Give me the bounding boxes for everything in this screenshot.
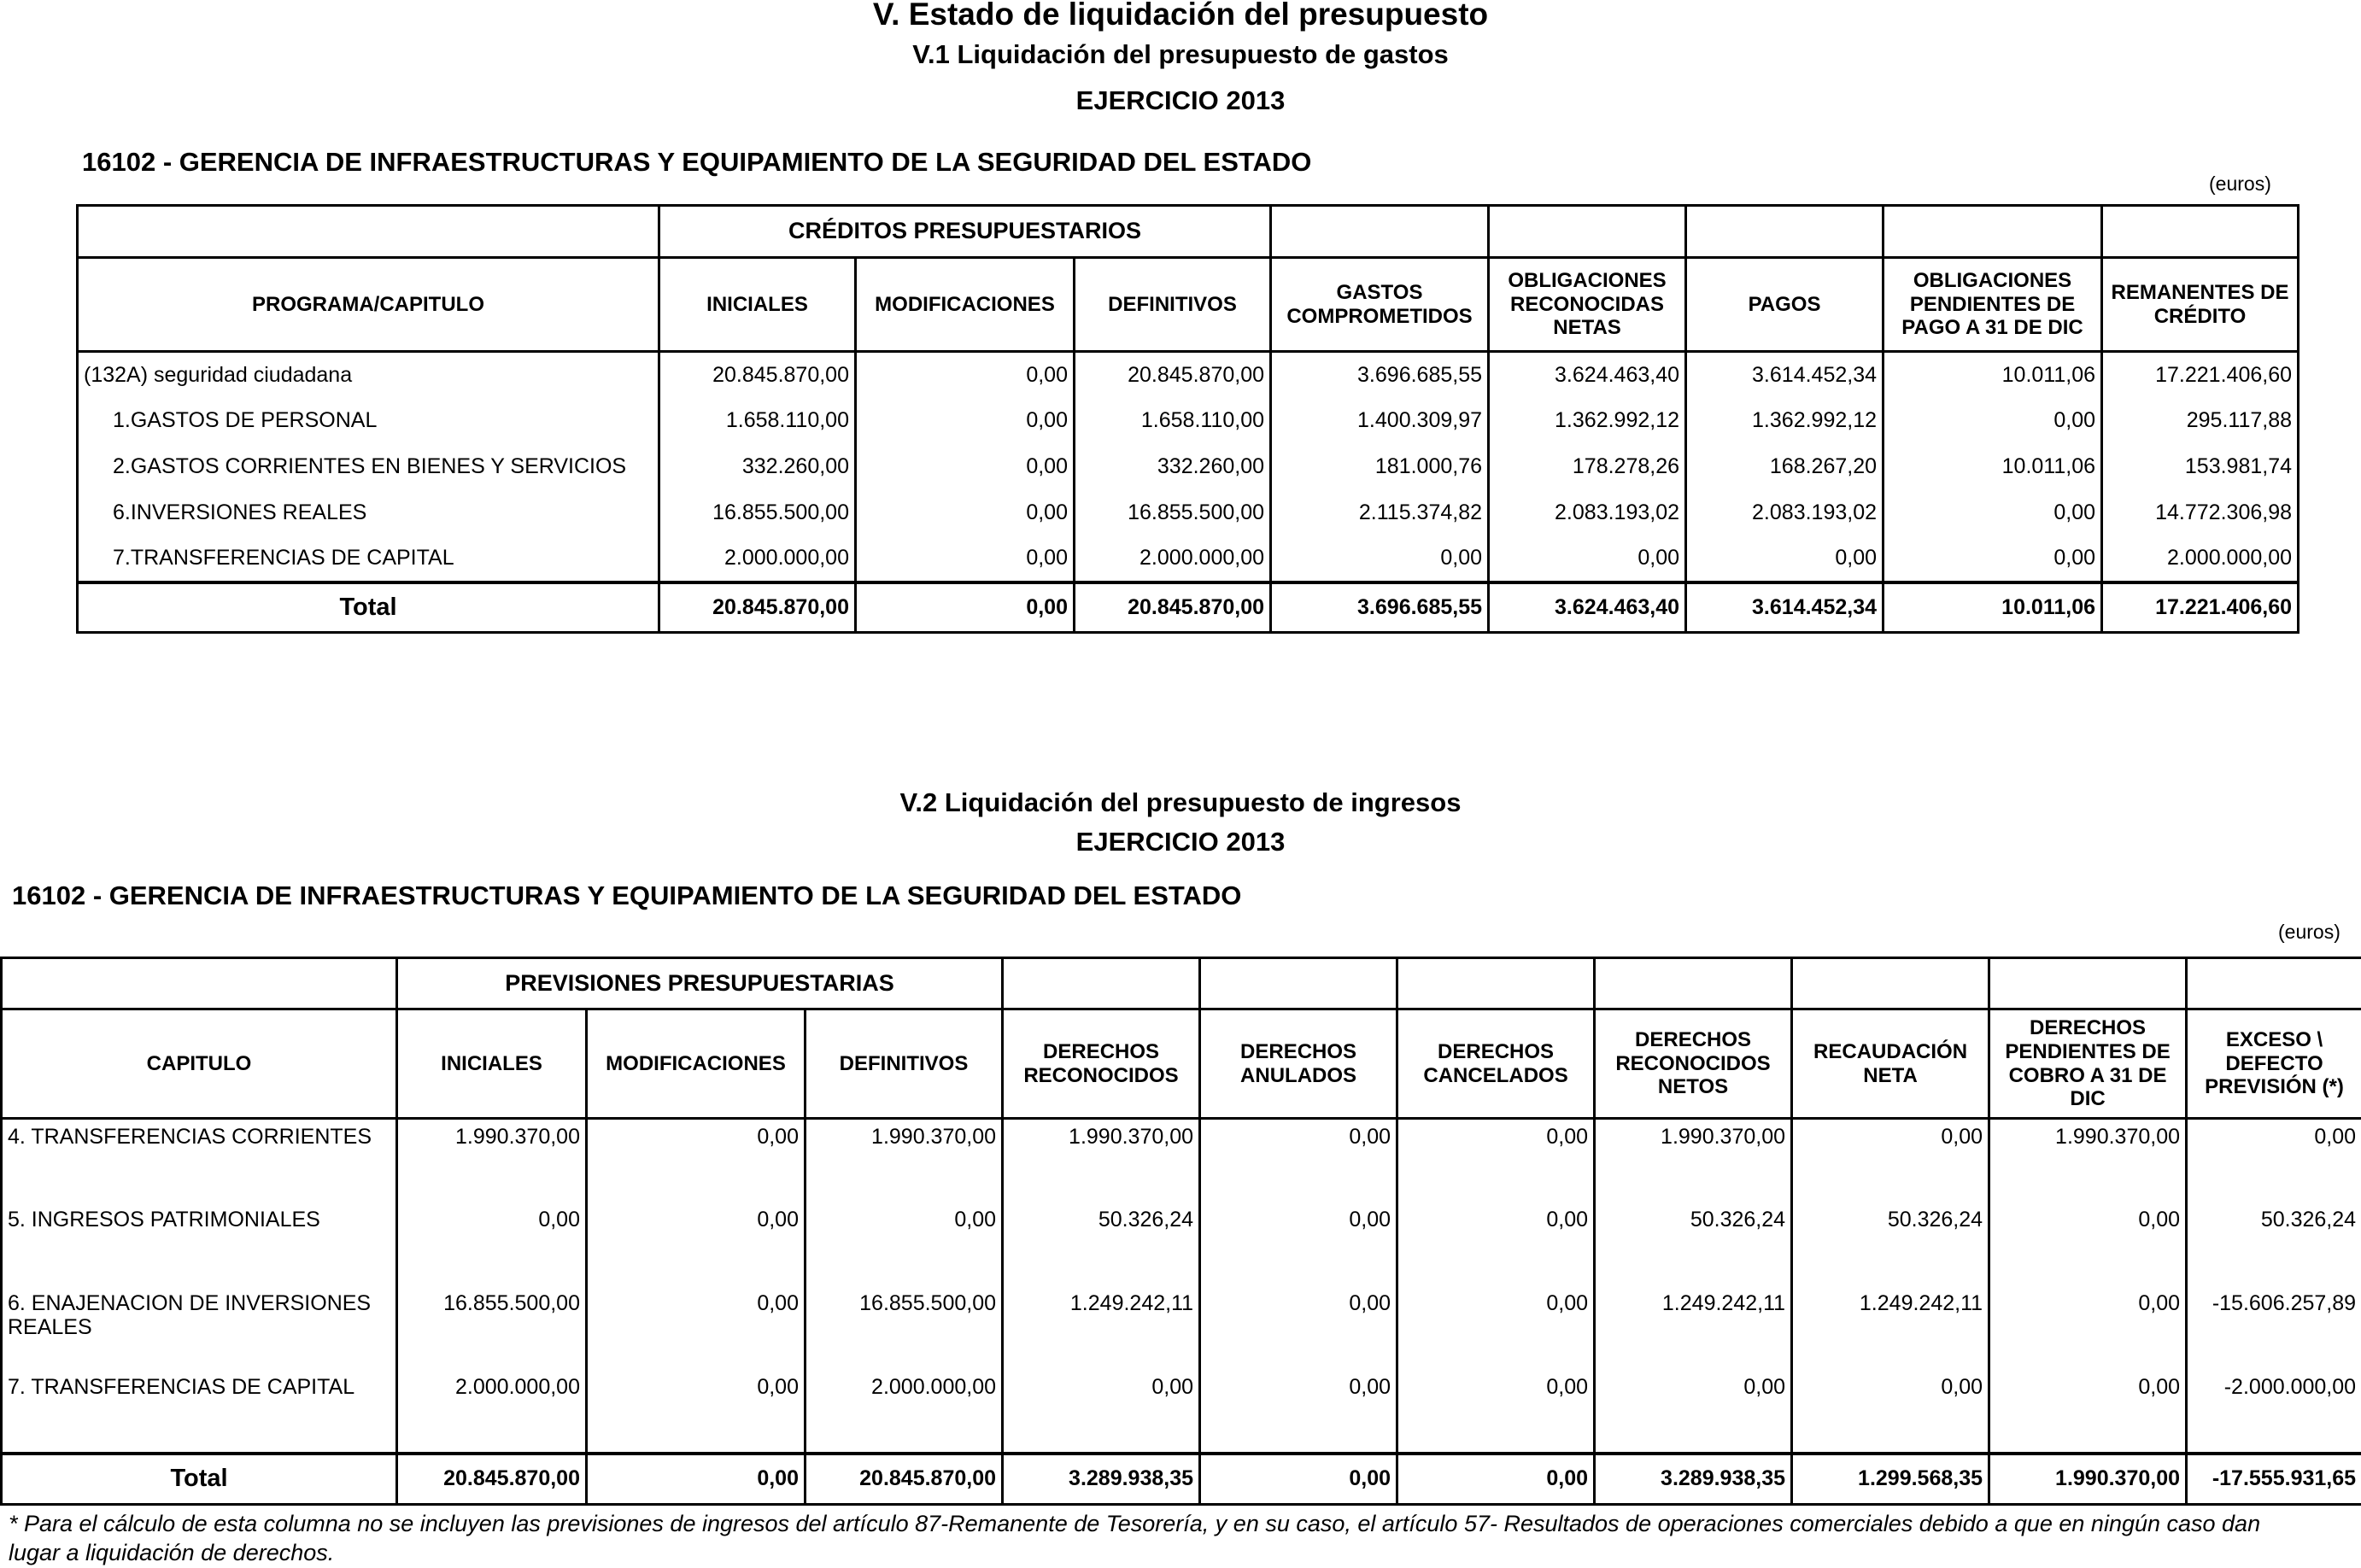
cell: 0,00 (1792, 1119, 1989, 1202)
row-label: 4. TRANSFERENCIAS CORRIENTES (2, 1119, 397, 1202)
cell: 0,00 (856, 536, 1075, 582)
cell: 0,00 (806, 1202, 1003, 1286)
page-title: V. Estado de liquidación del presupuesto (0, 0, 2361, 32)
cell: 2.000.000,00 (2102, 536, 2299, 582)
cell: 17.221.406,60 (2102, 352, 2299, 398)
cell: 0,00 (1884, 398, 2102, 444)
cell: 0,00 (587, 1119, 806, 1202)
gastos-col-header: MODIFICACIONES (856, 258, 1075, 352)
cell: -15.606.257,89 (2187, 1286, 2361, 1370)
total-cell: 0,00 (1200, 1454, 1397, 1505)
ingresos-col-header: DERECHOS ANULADOS (1200, 1009, 1397, 1119)
cell: 0,00 (1003, 1370, 1200, 1454)
total-cell: 3.289.938,35 (1003, 1454, 1200, 1505)
cell: 0,00 (1989, 1370, 2187, 1454)
ingresos-col-header: DERECHOS RECONOCIDOS (1003, 1009, 1200, 1119)
cell: 0,00 (1397, 1202, 1595, 1286)
total-cell: -17.555.931,65 (2187, 1454, 2361, 1505)
ingresos-col-header: CAPITULO (2, 1009, 397, 1119)
table-row (2, 1286, 2361, 1370)
cell: 16.855.500,00 (397, 1286, 587, 1370)
ingresos-unit: (euros) (2278, 921, 2340, 944)
total-cell: 10.011,06 (1884, 582, 2102, 633)
cell: 0,00 (1489, 536, 1686, 582)
gastos-unit: (euros) (2209, 173, 2271, 196)
table-row (78, 398, 2299, 444)
cell: 0,00 (397, 1202, 587, 1286)
cell: 0,00 (1989, 1202, 2187, 1286)
gastos-ejercicio: EJERCICIO 2013 (0, 85, 2361, 116)
cell: 16.855.500,00 (806, 1286, 1003, 1370)
footnote: * Para el cálculo de esta columna no se incluyen las previsiones de ingresos del artículo 87-Remanente de Tesorería, y en su caso, el artículo 57- Resultados de operaciones comerciales debido a que en ningún caso dan lugar a liquidación de derechos. (9, 1510, 2315, 1568)
total-cell: 1.990.370,00 (1989, 1454, 2187, 1505)
cell: 1.990.370,00 (1595, 1119, 1792, 1202)
ingresos-col-header: INICIALES (397, 1009, 587, 1119)
total-row (2, 1454, 2361, 1505)
ingresos-col-header: DERECHOS CANCELADOS (1397, 1009, 1595, 1119)
cell: 0,00 (1595, 1370, 1792, 1454)
ingresos-table (0, 957, 2361, 1506)
ingresos-col-header: MODIFICACIONES (587, 1009, 806, 1119)
gastos-col-header: OBLIGACIONES PENDIENTES DE PAGO A 31 DE DIC (1884, 258, 2102, 352)
ingresos-col-header: DEFINITIVOS (806, 1009, 1003, 1119)
table-row (2, 1119, 2361, 1202)
total-cell: 20.845.870,00 (397, 1454, 587, 1505)
cell: 1.658.110,00 (1075, 398, 1271, 444)
cell: 20.845.870,00 (659, 352, 856, 398)
gastos-header-row (78, 258, 2299, 352)
ingresos-col-header: DERECHOS PENDIENTES DE COBRO A 31 DE DIC (1989, 1009, 2187, 1119)
cell: 0,00 (1792, 1370, 1989, 1454)
cell: 0,00 (1200, 1202, 1397, 1286)
gastos-col-header: PAGOS (1686, 258, 1884, 352)
total-label: Total (2, 1454, 397, 1505)
ingresos-col-header: RECAUDACIÓN NETA (1792, 1009, 1989, 1119)
cell: 20.845.870,00 (1075, 352, 1271, 398)
cell: 0,00 (1200, 1119, 1397, 1202)
cell: 1.362.992,12 (1489, 398, 1686, 444)
total-cell: 20.845.870,00 (806, 1454, 1003, 1505)
ingresos-ejercicio: EJERCICIO 2013 (0, 827, 2361, 857)
cell: 1.990.370,00 (397, 1119, 587, 1202)
cell: 2.000.000,00 (1075, 536, 1271, 582)
total-cell: 3.289.938,35 (1595, 1454, 1792, 1505)
cell: 50.326,24 (1595, 1202, 1792, 1286)
cell: 0,00 (587, 1370, 806, 1454)
total-cell: 1.299.568,35 (1792, 1454, 1989, 1505)
cell: 14.772.306,98 (2102, 490, 2299, 536)
total-cell: 0,00 (587, 1454, 806, 1505)
cell: 0,00 (1686, 536, 1884, 582)
total-cell: 0,00 (856, 582, 1075, 633)
ingresos-col-header: EXCESO \ DEFECTO PREVISIÓN (*) (2187, 1009, 2361, 1119)
table-row (78, 536, 2299, 582)
cell: 1.249.242,11 (1595, 1286, 1792, 1370)
row-label: 5. INGRESOS PATRIMONIALES (2, 1202, 397, 1286)
gastos-org-title: 16102 - GERENCIA DE INFRAESTRUCTURAS Y EQUIPAMIENTO DE LA SEGURIDAD DEL ESTADO (82, 147, 1311, 178)
cell: 50.326,24 (2187, 1202, 2361, 1286)
cell: 1.249.242,11 (1792, 1286, 1989, 1370)
row-label: 6.INVERSIONES REALES (78, 490, 659, 536)
total-cell: 3.614.452,34 (1686, 582, 1884, 633)
row-label: 7. TRANSFERENCIAS DE CAPITAL (2, 1370, 397, 1454)
cell: 2.083.193,02 (1489, 490, 1686, 536)
gastos-group-header: CRÉDITOS PRESUPUESTARIOS (659, 206, 1271, 258)
table-row (2, 1370, 2361, 1454)
cell: 1.990.370,00 (806, 1119, 1003, 1202)
cell: 0,00 (1884, 536, 2102, 582)
cell: 181.000,76 (1271, 444, 1489, 490)
gastos-group-header-row (78, 206, 2299, 258)
total-label: Total (78, 582, 659, 633)
cell: 2.000.000,00 (806, 1370, 1003, 1454)
gastos-col-header: PROGRAMA/CAPITULO (78, 258, 659, 352)
cell: 10.011,06 (1884, 352, 2102, 398)
table-row (78, 444, 2299, 490)
table-row (2, 1202, 2361, 1286)
cell: 0,00 (856, 352, 1075, 398)
cell: 3.624.463,40 (1489, 352, 1686, 398)
cell: 2.000.000,00 (397, 1370, 587, 1454)
cell: 153.981,74 (2102, 444, 2299, 490)
row-label: 2.GASTOS CORRIENTES EN BIENES Y SERVICIOS (78, 444, 659, 490)
row-label: 6. ENAJENACION DE INVERSIONES REALES (2, 1286, 397, 1370)
ingresos-group-header-row (2, 958, 2361, 1009)
ingresos-col-header: DERECHOS RECONOCIDOS NETOS (1595, 1009, 1792, 1119)
gastos-table (76, 204, 2299, 634)
total-cell: 3.696.685,55 (1271, 582, 1489, 633)
ingresos-org-title: 16102 - GERENCIA DE INFRAESTRUCTURAS Y EQUIPAMIENTO DE LA SEGURIDAD DEL ESTADO (12, 881, 1241, 911)
cell: 50.326,24 (1003, 1202, 1200, 1286)
ingresos-subtitle: V.2 Liquidación del presupuesto de ingresos (0, 787, 2361, 818)
gastos-subtitle: V.1 Liquidación del presupuesto de gastos (0, 39, 2361, 70)
cell: 16.855.500,00 (659, 490, 856, 536)
ingresos-group-header: PREVISIONES PRESUPUESTARIAS (397, 958, 1003, 1009)
row-label: 7.TRANSFERENCIAS DE CAPITAL (78, 536, 659, 582)
total-cell: 0,00 (1397, 1454, 1595, 1505)
cell: 0,00 (1397, 1286, 1595, 1370)
table-row (78, 352, 2299, 398)
cell: 0,00 (1271, 536, 1489, 582)
cell: 1.990.370,00 (1003, 1119, 1200, 1202)
cell: 50.326,24 (1792, 1202, 1989, 1286)
cell: 0,00 (587, 1202, 806, 1286)
cell: 3.614.452,34 (1686, 352, 1884, 398)
gastos-col-header: GASTOS COMPROMETIDOS (1271, 258, 1489, 352)
cell: 2.115.374,82 (1271, 490, 1489, 536)
cell: 1.249.242,11 (1003, 1286, 1200, 1370)
cell: 0,00 (1397, 1370, 1595, 1454)
gastos-col-header: REMANENTES DE CRÉDITO (2102, 258, 2299, 352)
cell: 0,00 (1200, 1370, 1397, 1454)
cell: 2.000.000,00 (659, 536, 856, 582)
ingresos-header-row (2, 1009, 2361, 1119)
cell: -2.000.000,00 (2187, 1370, 2361, 1454)
cell: 295.117,88 (2102, 398, 2299, 444)
cell: 1.658.110,00 (659, 398, 856, 444)
cell: 0,00 (2187, 1119, 2361, 1202)
cell: 10.011,06 (1884, 444, 2102, 490)
cell: 1.990.370,00 (1989, 1119, 2187, 1202)
cell: 332.260,00 (1075, 444, 1271, 490)
cell: 178.278,26 (1489, 444, 1686, 490)
cell: 3.696.685,55 (1271, 352, 1489, 398)
cell: 0,00 (856, 490, 1075, 536)
cell: 0,00 (1397, 1119, 1595, 1202)
cell: 332.260,00 (659, 444, 856, 490)
gastos-col-header: INICIALES (659, 258, 856, 352)
cell: 16.855.500,00 (1075, 490, 1271, 536)
table-row (78, 490, 2299, 536)
gastos-col-header: DEFINITIVOS (1075, 258, 1271, 352)
gastos-col-header: OBLIGACIONES RECONOCIDAS NETAS (1489, 258, 1686, 352)
total-cell: 17.221.406,60 (2102, 582, 2299, 633)
cell: 1.362.992,12 (1686, 398, 1884, 444)
total-cell: 20.845.870,00 (659, 582, 856, 633)
cell: 0,00 (1200, 1286, 1397, 1370)
total-cell: 3.624.463,40 (1489, 582, 1686, 633)
cell: 0,00 (1884, 490, 2102, 536)
cell: 0,00 (1989, 1286, 2187, 1370)
row-label: (132A) seguridad ciudadana (78, 352, 659, 398)
cell: 0,00 (856, 444, 1075, 490)
cell: 2.083.193,02 (1686, 490, 1884, 536)
cell: 1.400.309,97 (1271, 398, 1489, 444)
cell: 0,00 (856, 398, 1075, 444)
cell: 0,00 (587, 1286, 806, 1370)
total-cell: 20.845.870,00 (1075, 582, 1271, 633)
cell: 168.267,20 (1686, 444, 1884, 490)
total-row (78, 582, 2299, 633)
row-label: 1.GASTOS DE PERSONAL (78, 398, 659, 444)
